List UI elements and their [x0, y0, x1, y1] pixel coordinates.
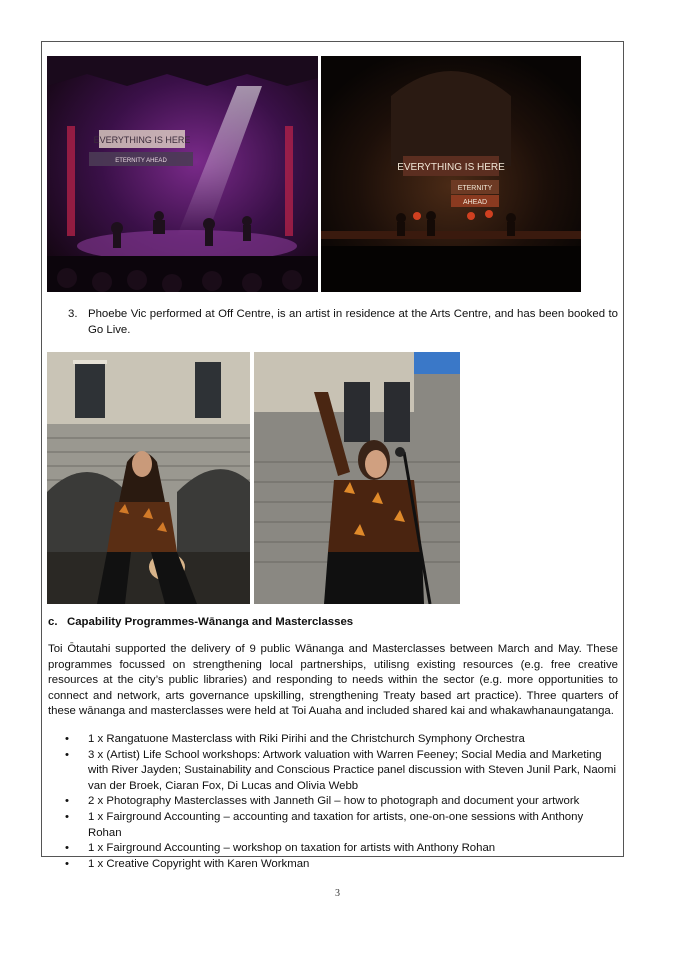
programme-list: [48, 732, 618, 872]
list-item-text: 2 x Photography Masterclasses with Janneth Gil – how to photograph and document your artwork: [88, 795, 580, 808]
list-item-text: 1 x Fairground Accounting – accounting and taxation for artists, one-on-one sessions with Anthony Rohan: [88, 810, 584, 839]
bullet-icon: •: [65, 810, 69, 823]
section-paragraph: Toi Ōtautahi supported the delivery of 9 public Wānanga and Masterclasses between March and May. These programmes focussed on strengthening local partnerships, utilisng existing resources (e.g. free creative resources at the city’s public libraries) and responding to needs within the sector (e.g. more opportunities to connect and network, arts governance upskilling, strengthening Treaty based art practice). Three quarters of these wānanga and masterclasses were held at Toi Auaha and included shared kai and whakawhanaungatanga.: [48, 643, 618, 718]
performer-paragraph: Phoebe Vic performed at Off Centre, is an artist in residence at the Arts Centre, and has been booked to Go Live.: [88, 308, 618, 336]
bullet-icon: •: [65, 748, 69, 761]
banner-subtext-1: ETERNITY: [457, 185, 493, 192]
list-item-text: 1 x Creative Copyright with Karen Workman: [88, 857, 310, 870]
bullet-icon: •: [65, 795, 69, 808]
performer-photo-right: [254, 352, 460, 604]
list-item: [48, 841, 618, 857]
list-item-text: 1 x Fairground Accounting – workshop on taxation for artists with Anthony Rohan: [88, 842, 496, 855]
bullet-icon: •: [65, 857, 69, 870]
list-item-text: 1 x Rangatuone Masterclass with Riki Pirihi and the Christchurch Symphony Orchestra: [88, 733, 525, 745]
list-item: [48, 810, 618, 841]
page-number: 3: [335, 888, 340, 899]
list-item: [48, 794, 618, 810]
list-item: [48, 748, 618, 795]
banner-text: EVERYTHING IS HERE: [397, 162, 505, 173]
concert-photo-stage-right: [321, 56, 581, 292]
banner-text: EVERYTHING IS HERE: [93, 135, 191, 145]
bullet-icon: •: [65, 842, 69, 855]
list-item-text: 3 x (Artist) Life School workshops: Artwork valuation with Warren Feeney; Social Media and Marketing with River Jayden; Sustainability and Conscious Practice panel discussion with Steven Junil Park, Naomi van der Broek, Ciaran Fox, Di Lucas and Olivia Webb: [88, 748, 617, 792]
bullet-icon: •: [65, 733, 69, 745]
list-number: 3.: [68, 308, 78, 320]
performer-photo-left: [47, 352, 250, 604]
list-item: [48, 732, 618, 748]
banner-subtext-2: AHEAD: [462, 199, 488, 206]
section-label: c.: [48, 616, 58, 628]
banner-subtext: ETERNITY AHEAD: [115, 158, 167, 164]
list-item: [48, 857, 618, 873]
section-title: Capability Programmes-Wānanga and Masterclasses: [67, 616, 354, 628]
concert-photo-stage-left: [47, 56, 318, 292]
